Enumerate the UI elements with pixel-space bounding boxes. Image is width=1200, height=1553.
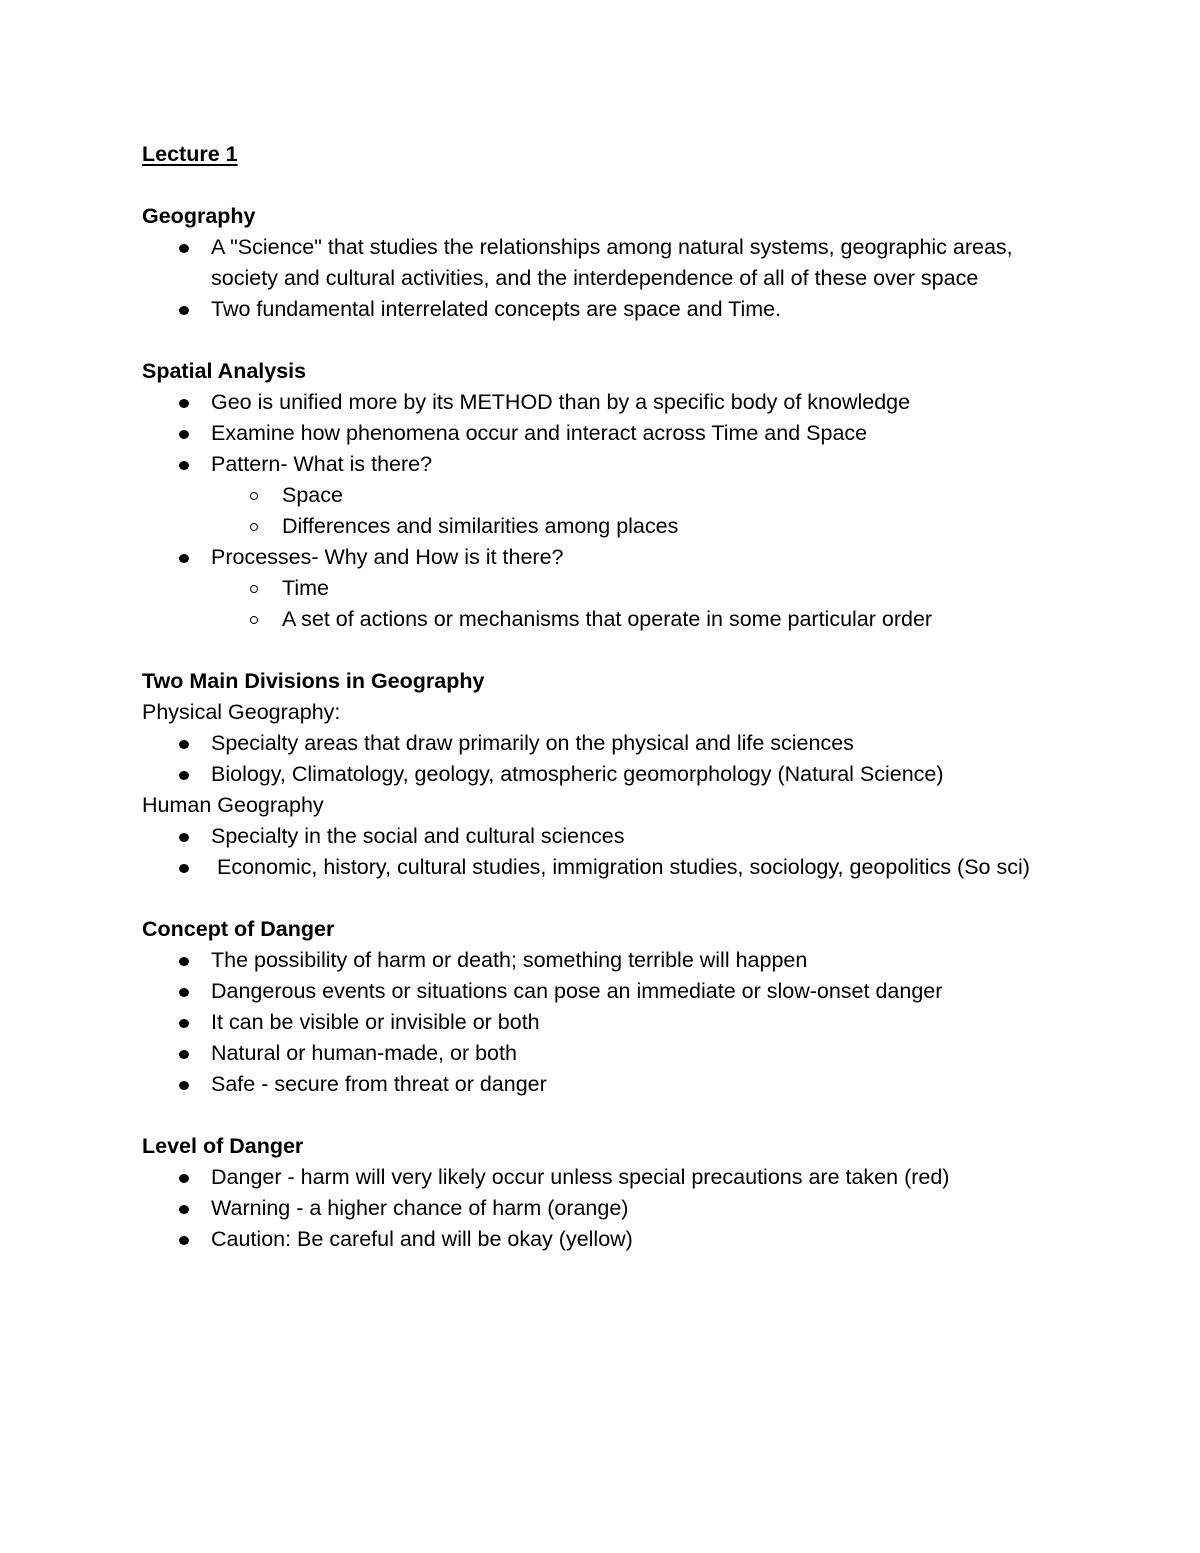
bullet-icon <box>179 1174 189 1183</box>
subsection-label-physical-geography: Physical Geography: <box>142 700 341 724</box>
list-item-text: Pattern- What is there? <box>211 452 433 476</box>
spacer <box>142 635 1072 666</box>
bullet-icon <box>179 1081 189 1090</box>
list-item-text: Caution: Be careful and will be okay (yellow) <box>211 1227 633 1251</box>
page-title: Lecture 1 <box>142 142 238 166</box>
geography-list <box>142 232 1072 325</box>
bullet-icon <box>179 1205 189 1214</box>
list-item-text: Warning - a higher chance of harm (orange) <box>211 1196 629 1220</box>
list-item <box>142 1007 1072 1038</box>
hollow-bullet-icon <box>250 585 258 593</box>
level-of-danger-list <box>142 1162 1072 1255</box>
list-item <box>142 1162 1072 1193</box>
spacer <box>142 325 1072 356</box>
list-item <box>142 821 1072 852</box>
physical-geography-list <box>142 728 1072 790</box>
sub-list-item-text: Differences and similarities among places <box>282 514 679 538</box>
bullet-icon <box>179 306 189 315</box>
list-item-text: Biology, Climatology, geology, atmospheric geomorphology (Natural Science) <box>211 762 944 786</box>
list-item-text: Examine how phenomena occur and interact across Time and Space <box>211 421 868 445</box>
list-item-text: Geo is unified more by its METHOD than by a specific body of knowledge <box>211 390 911 414</box>
section-heading-spatial-analysis: Spatial Analysis <box>142 359 307 383</box>
bullet-icon <box>179 988 189 997</box>
concept-of-danger-list <box>142 945 1072 1100</box>
sub-list-item <box>211 604 1072 635</box>
bullet-icon <box>179 554 189 563</box>
bullet-icon <box>179 430 189 439</box>
list-item-text: The possibility of harm or death; something terrible will happen <box>211 948 808 972</box>
section-heading-concept-of-danger: Concept of Danger <box>142 917 335 941</box>
list-item <box>142 387 1072 418</box>
list-item <box>142 1069 1072 1100</box>
list-item <box>142 542 1072 573</box>
section-heading-geography: Geography <box>142 204 256 228</box>
list-item-text: Specialty in the social and cultural sciences <box>211 824 625 848</box>
list-item-text: Natural or human-made, or both <box>211 1041 517 1065</box>
sub-list-item <box>211 511 1072 542</box>
bullet-icon <box>179 957 189 966</box>
bullet-icon <box>179 244 189 253</box>
list-item <box>142 418 1072 449</box>
sub-list-item-text: Time <box>282 576 329 600</box>
document-page <box>142 139 1072 1255</box>
spatial-analysis-list-cont <box>142 542 1072 573</box>
list-item <box>142 852 1072 883</box>
list-item-text: Processes- Why and How is it there? <box>211 545 564 569</box>
sub-list-item-text: A set of actions or mechanisms that operate in some particular order <box>282 607 933 631</box>
processes-sublist <box>142 573 1072 635</box>
list-item-text: A "Science" that studies the relationships among natural systems, geographic areas, society and cultural activities, and the interdependence of all of these over space <box>211 235 1013 290</box>
list-item <box>142 945 1072 976</box>
spatial-analysis-list <box>142 387 1072 480</box>
bullet-icon <box>179 771 189 780</box>
spacer <box>142 170 1072 201</box>
pattern-sublist <box>142 480 1072 542</box>
hollow-bullet-icon <box>250 492 258 500</box>
list-item <box>142 1193 1072 1224</box>
list-item-text: Danger - harm will very likely occur unless special precautions are taken (red) <box>211 1165 950 1189</box>
list-item <box>142 728 1072 759</box>
list-item-text: Specialty areas that draw primarily on the physical and life sciences <box>211 731 854 755</box>
sub-list-item-text: Space <box>282 483 343 507</box>
subsection-label-human-geography: Human Geography <box>142 793 324 817</box>
bullet-icon <box>179 1236 189 1245</box>
hollow-bullet-icon <box>250 616 258 624</box>
list-item <box>142 294 1072 325</box>
list-item-text: Two fundamental interrelated concepts are space and Time. <box>211 297 782 321</box>
sub-list-item <box>211 480 1072 511</box>
sub-list-item <box>211 573 1072 604</box>
bullet-icon <box>179 1050 189 1059</box>
list-item <box>142 759 1072 790</box>
bullet-icon <box>179 864 189 873</box>
bullet-icon <box>179 399 189 408</box>
human-geography-list <box>142 821 1072 883</box>
list-item <box>142 1224 1072 1255</box>
bullet-icon <box>179 461 189 470</box>
list-item-text: It can be visible or invisible or both <box>211 1010 540 1034</box>
list-item <box>142 976 1072 1007</box>
bullet-icon <box>179 1019 189 1028</box>
bullet-icon <box>179 833 189 842</box>
bullet-icon <box>179 740 189 749</box>
list-item-text: Safe - secure from threat or danger <box>211 1072 547 1096</box>
spacer <box>142 883 1072 914</box>
list-item <box>142 449 1072 480</box>
list-item <box>142 232 1072 294</box>
section-heading-two-main-divisions: Two Main Divisions in Geography <box>142 669 485 693</box>
section-heading-level-of-danger: Level of Danger <box>142 1134 304 1158</box>
list-item <box>142 1038 1072 1069</box>
list-item-text: Economic, history, cultural studies, immigration studies, sociology, geopolitics (So sci) <box>211 855 1030 879</box>
spacer <box>142 1100 1072 1131</box>
list-item-text: Dangerous events or situations can pose an immediate or slow-onset danger <box>211 979 943 1003</box>
hollow-bullet-icon <box>250 523 258 531</box>
